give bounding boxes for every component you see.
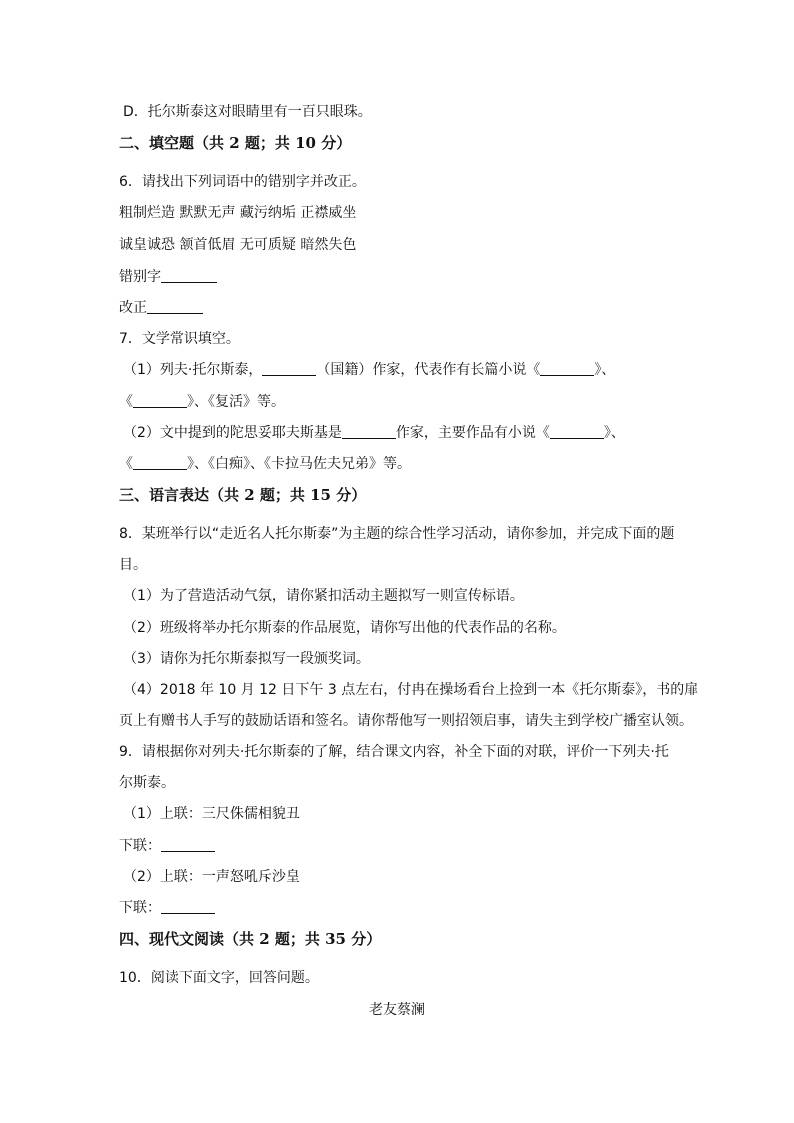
option-d: D．托尔斯泰这对眼睛里有一百只眼珠。 bbox=[123, 104, 372, 120]
question-7-part-1: （1）列夫·托尔斯泰， （国籍）作家，代表作有长篇小说《 》、 bbox=[123, 362, 616, 378]
question-9-part-2-answer: 下联： bbox=[119, 898, 215, 918]
answer-blank[interactable] bbox=[161, 837, 215, 852]
question-7-part-2-cont: 《 》、《白痴》、《卡拉马佐夫兄弟》等。 bbox=[119, 456, 411, 472]
answer-blank[interactable] bbox=[161, 899, 215, 914]
answer-blank[interactable] bbox=[133, 455, 187, 470]
question-7: 7．文学常识填空。 bbox=[119, 331, 240, 347]
answer-blank[interactable] bbox=[147, 299, 203, 314]
question-9-part-1: （1）上联：三尺侏儒相貌丑 bbox=[123, 806, 300, 822]
section-heading-reading: 四、现代文阅读（共 2 题；共 35 分） bbox=[119, 930, 382, 948]
answer-blank[interactable] bbox=[540, 361, 594, 376]
question-8-part-1: （1）为了营造活动气氛，请你紧扣活动主题拟写一则宣传标语。 bbox=[123, 588, 524, 604]
answer-blank[interactable] bbox=[133, 393, 187, 408]
question-6-words-row-1: 粗制烂造 默默无声 藏污纳垢 正襟威坐 bbox=[119, 205, 357, 221]
question-7-part-2: （2）文中提到的陀思妥耶夫斯基是 作家，主要作品有小说《 》、 bbox=[123, 425, 625, 441]
question-6-correction-answer: 改正 bbox=[119, 298, 203, 318]
answer-blank[interactable] bbox=[342, 424, 396, 439]
question-8-part-4-cont: 页上有赠书人手写的鼓励话语和签名。请你帮他写一则招领启事，请失主到学校广播室认领。 bbox=[119, 713, 693, 729]
section-heading-fill-in: 二、填空题（共 2 题；共 10 分） bbox=[119, 134, 352, 152]
question-6-wrong-char-answer: 错别字 bbox=[119, 267, 217, 287]
question-6-words-row-2: 诚皇诚恐 颔首低眉 无可质疑 暗然失色 bbox=[119, 237, 357, 253]
question-8-part-2: （2）班级将举办托尔斯泰的作品展览，请你写出他的代表作品的名称。 bbox=[123, 620, 566, 636]
question-9-part-2: （2）上联：一声怒吼斥沙皇 bbox=[123, 869, 300, 885]
answer-blank[interactable] bbox=[550, 424, 604, 439]
question-10: 10．阅读下面文字，回答问题。 bbox=[119, 970, 319, 986]
question-7-part-1-cont: 《 》、《复活》等。 bbox=[119, 394, 285, 410]
question-8-cont: 目。 bbox=[119, 557, 147, 573]
answer-blank[interactable] bbox=[262, 361, 316, 376]
question-8-part-4: （4）2018 年 10 月 12 日下午 3 点左右，付冉在操场看台上捡到一本《托尔斯泰》，书的扉 bbox=[123, 682, 699, 698]
answer-blank[interactable] bbox=[161, 268, 217, 283]
question-9-cont: 尔斯泰。 bbox=[119, 775, 175, 791]
question-8: 8．某班举行以“走近名人托尔斯泰”为主题的综合性学习活动，请你参加，并完成下面的题 bbox=[119, 526, 675, 542]
section-heading-language: 三、语言表达（共 2 题；共 15 分） bbox=[119, 486, 367, 504]
question-9-part-1-answer: 下联： bbox=[119, 836, 215, 856]
passage-title: 老友蔡澜 bbox=[369, 1002, 425, 1018]
question-9: 9．请根据你对列夫·托尔斯泰的了解，结合课文内容，补全下面的对联，评价一下列夫·托 bbox=[119, 744, 669, 760]
question-8-part-3: （3）请你为托尔斯泰拟写一段颁奖词。 bbox=[123, 651, 370, 667]
question-6: 6．请找出下列词语中的错别字并改正。 bbox=[119, 174, 366, 190]
